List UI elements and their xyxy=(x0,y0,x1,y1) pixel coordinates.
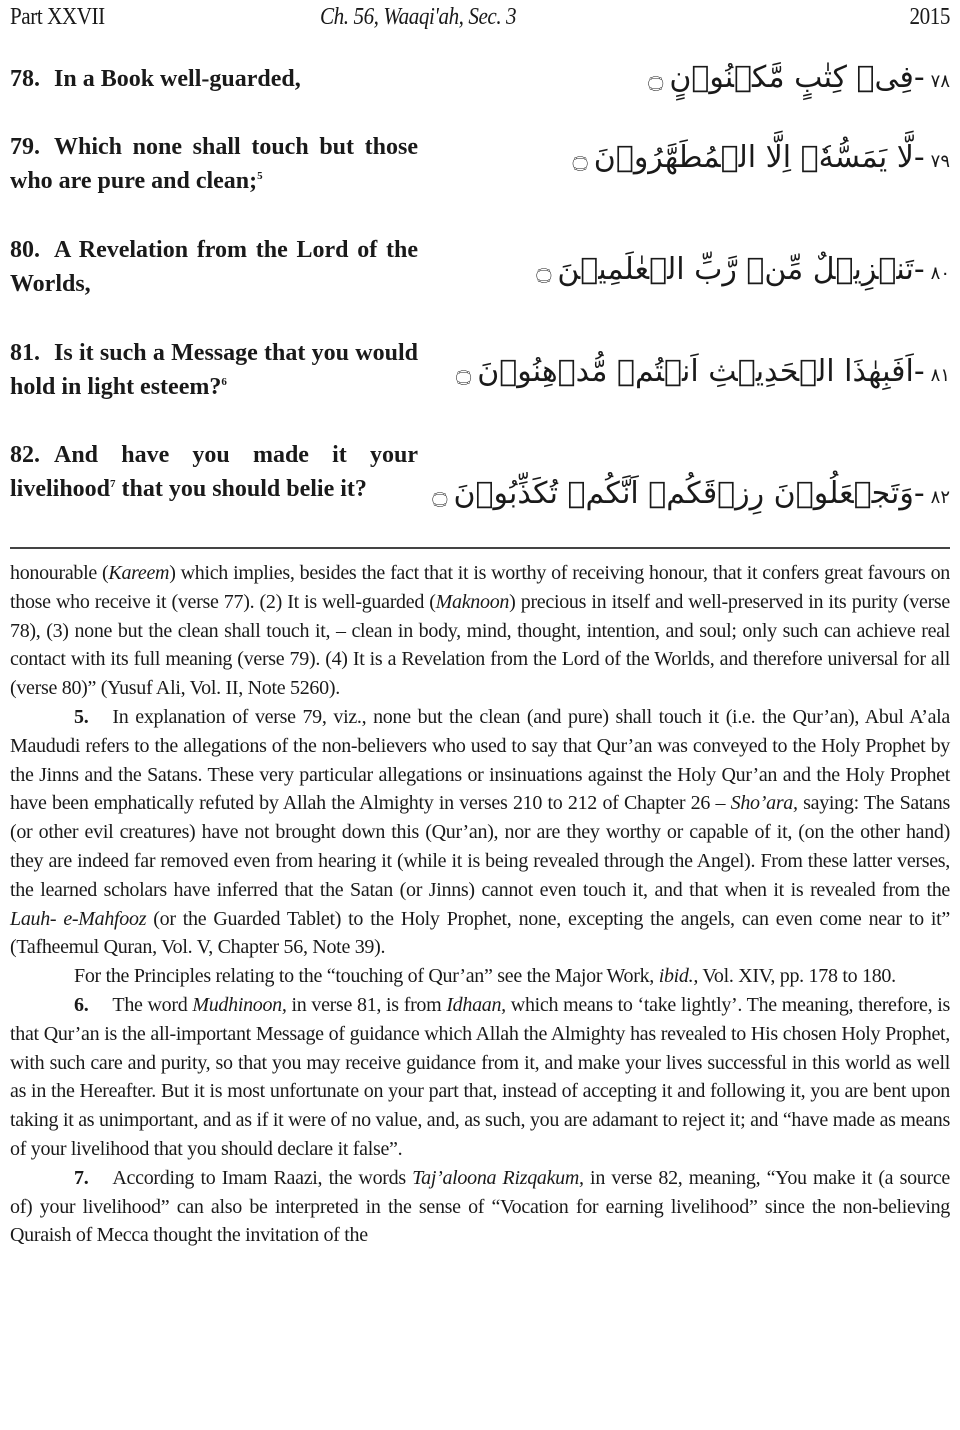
note-text: ) precious in itself and well-preserved in its purity (verse 78), (3) none but the clean shall touch it, – clean in body, mind, thought, intention, and soul; only such can achieve real contact with its full meaning (verse 79). (4) It is a Revelation from the Lord of the Worlds, and therefore universal for all (verse 80)” (Yusuf Ali, Vol. II, Note 5260). xyxy=(10,590,950,700)
note-italic-term: Lauh- e-Mahfooz xyxy=(10,907,147,930)
note-italic-term: Mudhinoon, xyxy=(192,993,287,1016)
note-text: (or the Guarded Tablet) to the Holy Prophet, none, excepting the angels, can even come near to it” (Tafheemul Quran, Vol. V, Chapter 56, Note 39). xyxy=(10,907,950,959)
note-number: 6. xyxy=(74,993,89,1016)
verse-79-arabic: ٧٩-لَّا يَمَسُّهٗۤ اِلَّا الۡمُطَهَّرُوۡنَ۝ xyxy=(572,140,950,175)
verse-number: 81. xyxy=(10,340,40,366)
footnote-ref[interactable]: 7 xyxy=(110,478,116,490)
part-label: Part XXVII xyxy=(10,4,105,30)
arabic-text: تَنۡزِيۡلٌ مِّنۡ رَّبِّ الۡعٰلَمِيۡنَ xyxy=(557,252,914,287)
page-number: 2015 xyxy=(909,4,950,30)
note-italic-term: Sho’ara, xyxy=(730,792,798,815)
verse-text: In a Book well-guarded, xyxy=(54,66,301,92)
note-principles xyxy=(10,962,950,991)
note-continuation xyxy=(10,559,950,703)
verse-end-circle-icon: ۝ xyxy=(456,358,472,388)
note-text: According to Imam Raazi, the words xyxy=(112,1166,413,1189)
arabic-verse-number: ٨٢ xyxy=(930,487,950,508)
note-text: In explanation of verse 79, viz., none but the clean (and pure) shall touch it (i.e. the Qur’an), Abul A’ala Maududi refers to the allegations of the non-believers who used to say that Qur’an was conveyed to the Holy Prophet by the Jinns and the Satans. These very particular allegations or insinuations against the Holy Qur’an and the Holy Prophet have been emphatically refuted by Allah the Almighty in verses 210 to 212 of Chapter 26 – xyxy=(10,705,950,815)
arabic-verse-number: ٧٩ xyxy=(930,151,950,172)
verse-82-translation xyxy=(10,438,418,506)
note-italic-term: ibid., xyxy=(658,965,699,988)
note-text: The word xyxy=(112,993,193,1016)
note-text: ) which implies, besides the fact that it is worthy of receiving honour, that it confers great favours on those who receive it (verse 77). (2) It is well-guarded ( xyxy=(10,562,950,613)
chapter-label: Ch. 56, Waaqi'ah, Sec. 3 xyxy=(320,4,517,30)
verse-78-arabic: ٧٨-فِىۡ كِتٰبٍ مَّكۡنُوۡنٍ۝ xyxy=(648,60,950,95)
verse-end-circle-icon: ۝ xyxy=(536,256,552,286)
arabic-text: اَفَبِهٰذَا الۡحَدِيۡثِ اَنۡتُمۡ مُّدۡهِنُوۡنَ xyxy=(477,354,914,389)
footnote-ref[interactable]: 5 xyxy=(257,170,263,182)
note-italic-term: Kareem xyxy=(108,562,170,584)
verse-78-translation xyxy=(10,62,418,96)
note-italic-term: Maknoon xyxy=(435,590,510,613)
note-text: which means to ‘take lightly’. The meaning, therefore, is that Qur’an is the all-important Message of guidance which Allah the Almighty has revealed to His chosen Holy Prophet, with such care and purity, so that you may receive guidance from it, and make your lives successful in this world as well as in the Hereafter. But it is most unfortunate on your part that, instead of accepting it and following it, you are bent upon taking it as unimportant, and as if it were of no value, and, as such, you are adamant to reject it; and “have made as means of your livelihood that you should declare it false”. xyxy=(10,993,951,1160)
arabic-verse-number: ٨١ xyxy=(930,365,950,386)
arabic-text: وَتَجۡعَلُوۡنَ رِزۡقَكُمۡ اَنَّكُمۡ تُكَذِّبُوۡنَ xyxy=(453,476,914,511)
note-number: 7. xyxy=(74,1166,89,1189)
note-text: in verse 82, meaning, “You make it (a source of) your livelihood” can also be interpreted in the sense of “Vocation for earning livelihood” since the non-believing Quraish of Mecca thought the invitation of the xyxy=(10,1166,950,1247)
note-text: Vol. XIV, pp. 178 to 180. xyxy=(698,965,896,988)
verse-text: Is it such a Message that you would hold in light esteem? xyxy=(10,340,418,400)
verse-end-circle-icon: ۝ xyxy=(572,144,588,174)
note-italic-term: Taj’aloona Rizqakum, xyxy=(412,1166,584,1189)
note-7 xyxy=(10,1164,950,1250)
verse-number: 79. xyxy=(10,134,40,160)
verse-81-arabic: ٨١-اَفَبِهٰذَا الۡحَدِيۡثِ اَنۡتُمۡ مُّدۡهِنُوۡنَ۝ xyxy=(456,354,950,389)
arabic-text: فِىۡ كِتٰبٍ مَّكۡنُوۡنٍ xyxy=(669,60,914,95)
verse-80-translation xyxy=(10,233,418,301)
verse-82-arabic: ٨٢-وَتَجۡعَلُوۡنَ رِزۡقَكُمۡ اَنَّكُمۡ تُكَذِّبُوۡنَ۝ xyxy=(432,476,950,511)
verse-80-arabic: ٨٠-تَنۡزِيۡلٌ مِّنۡ رَّبِّ الۡعٰلَمِيۡنَ۝ xyxy=(536,252,950,287)
arabic-text: لَّا يَمَسُّهٗۤ اِلَّا الۡمُطَهَّرُوۡنَ xyxy=(593,140,914,175)
verse-number: 82. xyxy=(10,442,40,468)
verse-81-translation xyxy=(10,336,418,404)
verse-text: A Revelation from the Lord of the Worlds, xyxy=(10,237,418,297)
footnote-divider xyxy=(10,547,950,549)
verse-number: 78. xyxy=(10,66,40,92)
arabic-verse-number: ٨٠ xyxy=(930,263,950,284)
note-text: in verse 81, is from xyxy=(286,993,447,1016)
verse-79-translation xyxy=(10,130,418,198)
arabic-verse-number: ٧٨ xyxy=(930,71,950,92)
verse-text: Which none shall touch but those who are pure and clean; xyxy=(10,134,418,194)
verse-text-continued: that you should belie it? xyxy=(115,476,367,502)
verse-text: And have you made it your livelihood xyxy=(10,442,418,502)
note-5 xyxy=(10,703,950,962)
note-text: For the Principles relating to the “touching of Qur’an” see the Major Work, xyxy=(74,965,659,988)
verse-end-circle-icon: ۝ xyxy=(648,64,664,94)
note-text: saying: The Satans (or other evil creatures) have not brought down this (Qur’an), nor are they worthy or capable of it, (on the other hand) they are indeed far removed even from hearing it (while it is being revealed through the Angel). From these latter verses, the learned scholars have inferred that the Satan (or Jinns) cannot even touch it, and that when it is revealed from the xyxy=(10,792,950,901)
note-italic-term: Idhaan, xyxy=(446,993,506,1016)
verse-end-circle-icon: ۝ xyxy=(432,480,448,510)
note-text: honourable ( xyxy=(10,562,109,584)
page-header xyxy=(10,4,950,34)
note-6 xyxy=(10,991,950,1164)
verse-number: 80. xyxy=(10,237,40,263)
footnote-ref[interactable]: 6 xyxy=(221,376,227,388)
footnotes xyxy=(10,559,950,1250)
note-number: 5. xyxy=(74,705,89,728)
